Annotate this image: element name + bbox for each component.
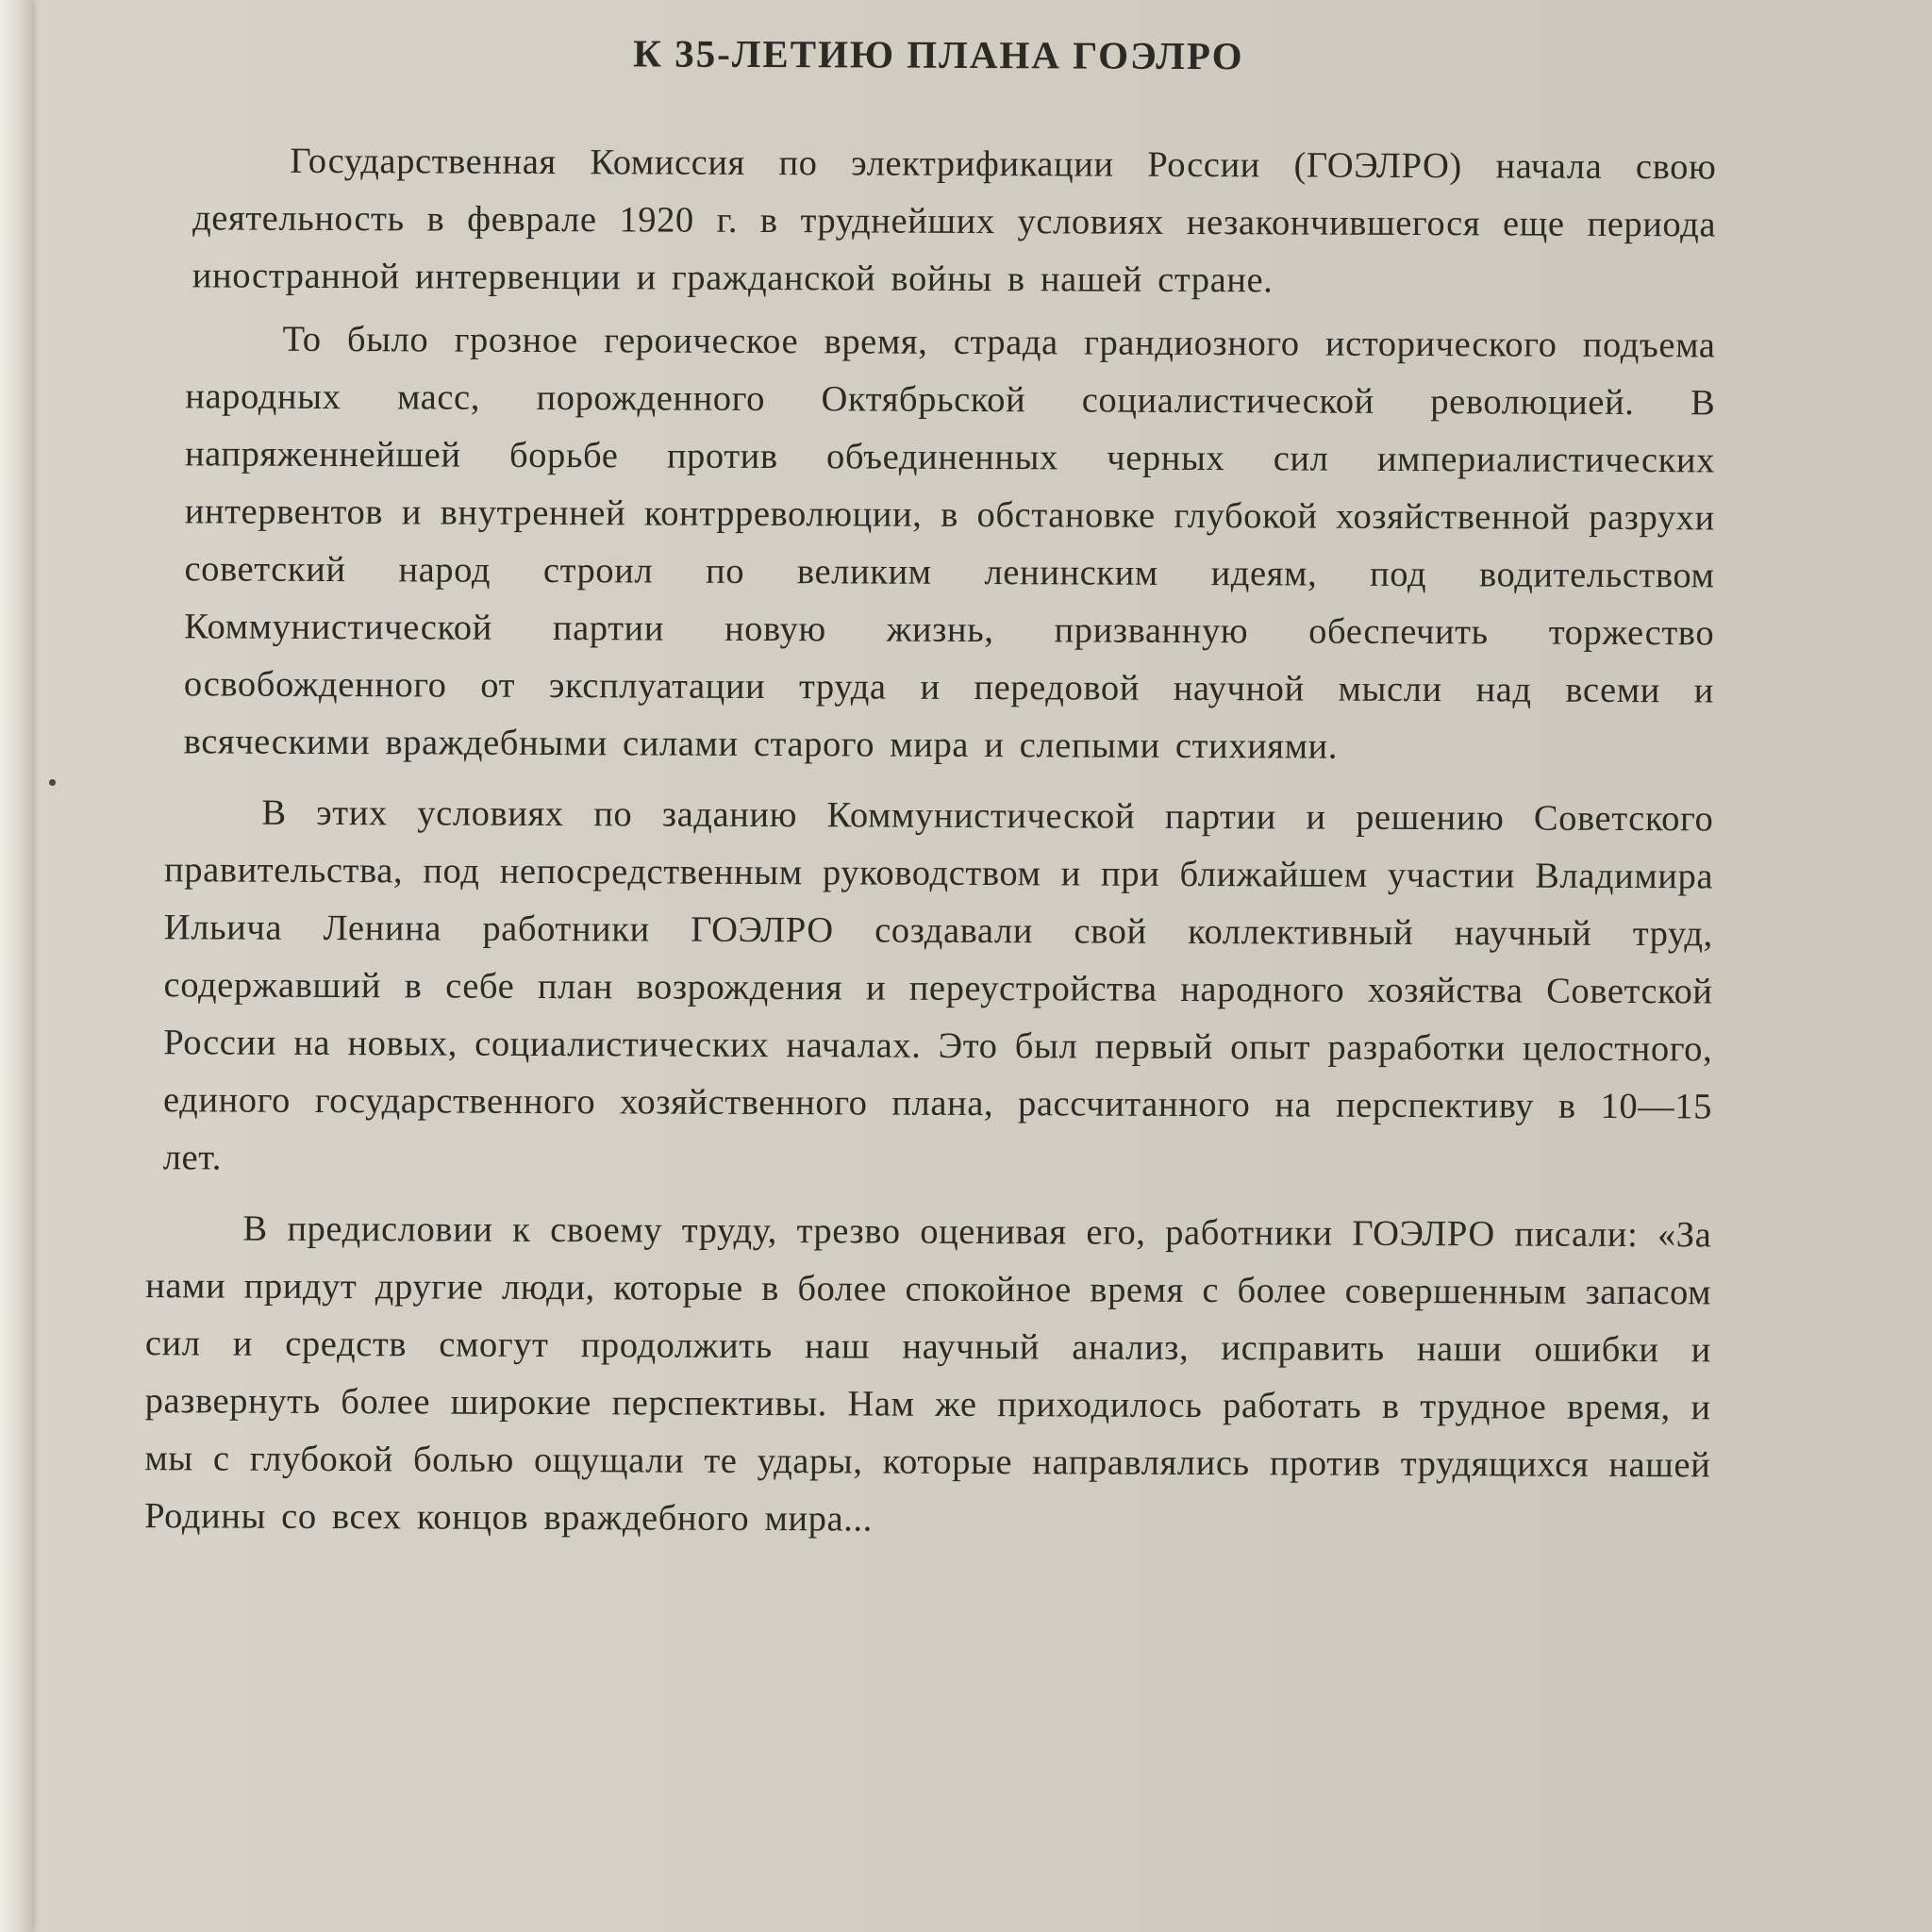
book-page [107,28,1717,1557]
paragraph-4: В предисловии к своему труду, трезво оценивая его, работники ГОЭЛРО писали: «За нами придут другие люди, которые в более спокойное время с более совершенным запасом сил и средств смогут продолжить наш научный анализ, исправить наши ошибки и развернуть более широкие перспективы. Нам же приходилось работать в трудное время, и мы с глубокой болью ощущали те удары, которые направлялись против трудящихся нашей Родины со всех концов враждебного мира... [144,1208,1712,1540]
paragraph-2: То было грозное героическое время, страда грандиозного исторического подъема народных масс, порожденного Октябрьской социалистической революцией. В напряженнейшей борьбе против объединенных черных сил империалистических интервентов и внутренней контрреволюции, в обстановке глубокой хозяйственной разрухи советский народ строил по великим ленинским идеям, под водительством Коммунистической партии новую жизнь, призванную обеспечить торжество освобожденного от эксплуатации труда и передовой научной мысли над всеми и всяческими враждебными силами старого мира и слепыми стихиями. [183,319,1716,767]
paper-speck [49,779,56,786]
article-body [107,132,1717,1552]
paragraph-3: В этих условиях по заданию Коммунистической партии и решению Советского правительства, под непосредственным руководством и при ближайшем участии Владимира Ильича Ленина работники ГОЭЛРО создавали свой коллективный научный труд, содержавший в себе план возрождения и переустройства народного хозяйства Советской России на новых, социалистических началах. Это был первый опыт разработки целостного, единого государственного хозяйственного плана, рассчитанного на перспективу в 10—15 лет. [162,792,1714,1178]
previous-page-edge [0,0,32,1932]
article-title: К 35-ЛЕТИЮ ПЛАНА ГОЭЛРО [633,31,1244,78]
paragraph-1: Государственная Комиссия по электрификации России (ГОЭЛРО) начала свою деятельность в феврале 1920 г. в труднейших условиях незакончившегося еще периода иностранной интервенции и гражданской войны в нашей стране. [192,141,1717,301]
